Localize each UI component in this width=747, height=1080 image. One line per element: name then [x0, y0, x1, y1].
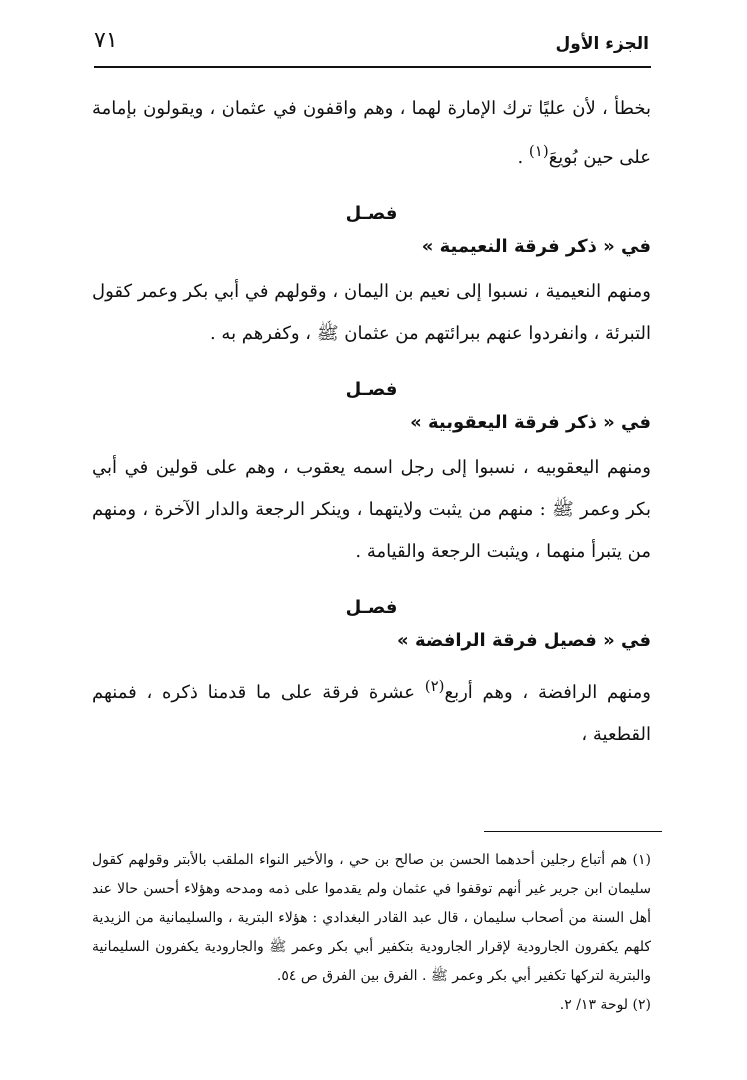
footnote-ref-2: (٢)	[424, 677, 445, 695]
footnote-1: (١) هم أتباع رجلين أحدهما الحسن بن صالح بن حي ، والأخير النواء الملقب بالأبتر وقولهم كقول سليمان ابن جرير غير أنهم توقفوا في عثمان ولم يقدموا على ذمه ومدحه وهؤلاء أحسن حالا عند أهل السنة من أصحاب سليمان ، قال عبد القادر البغدادي : هؤلاء البترية ، والسليمانية من الزيدية كلهم يكفرون الجارودية لإقرار الجارودية بتكفير أبي بكر وعمر ﷺ والجارودية يكفرون السليمانية والبترية لتركها تكفير أبي بكر وعمر ﷺ . الفرق بين الفرق ص ٥٤.	[92, 852, 651, 984]
running-title: الجزء الأول	[555, 34, 649, 54]
section-heading-yaqubiyya: في « ذكر فرقة اليعقوبية »	[410, 412, 651, 433]
section-heading-naimiyya: في « ذكر فرقة النعيمية »	[421, 236, 651, 257]
footnote-rule	[484, 831, 662, 832]
section-heading-rafida: في « فصيل فرقة الرافضة »	[397, 630, 651, 651]
paragraph-1-text: بخطأ ، لأن عليًا ترك الإمارة لهما ، وهم واقفون في عثمان ، ويقولون بإمامة على حين بُويعَ	[92, 98, 651, 168]
section-label: فصـل	[345, 379, 398, 400]
paragraph-1-end: .	[517, 147, 529, 168]
section-label: فصـل	[345, 597, 398, 618]
footnote-2: (٢) لوحة ١٣/ ٢.	[559, 997, 651, 1013]
page-number: ٧١	[94, 28, 118, 53]
header-rule	[94, 66, 651, 68]
paragraph-4-text-b: عشرة فرقة على ما قدمنا ذكره ، فمنهم القطعية ،	[92, 682, 651, 745]
section-label: فصـل	[345, 203, 398, 224]
main-text	[92, 88, 651, 756]
paragraph-4	[92, 665, 651, 756]
paragraph-1	[92, 88, 651, 179]
footnote-ref-1: (١)	[528, 142, 549, 160]
footnotes	[92, 846, 651, 1020]
paragraph-2: ومنهم النعيمية ، نسبوا إلى نعيم بن اليمان ، وقولهم في أبي بكر وعمر كقول التبرئة ، وانفردوا عنهم ببرائتهم من عثمان ﷺ ، وكفرهم به .	[92, 281, 651, 344]
paragraph-4-text-a: ومنهم الرافضة ، وهم أربع	[444, 682, 652, 703]
paragraph-3: ومنهم اليعقوبيه ، نسبوا إلى رجل اسمه يعقوب ، وهم على قولين في أبي بكر وعمر ﷺ : منهم من يثبت ولايتهما ، وينكر الرجعة والدار الآخرة ، ومنهم من يتبرأ منهما ، ويثبت الرجعة والقيامة .	[92, 457, 651, 562]
